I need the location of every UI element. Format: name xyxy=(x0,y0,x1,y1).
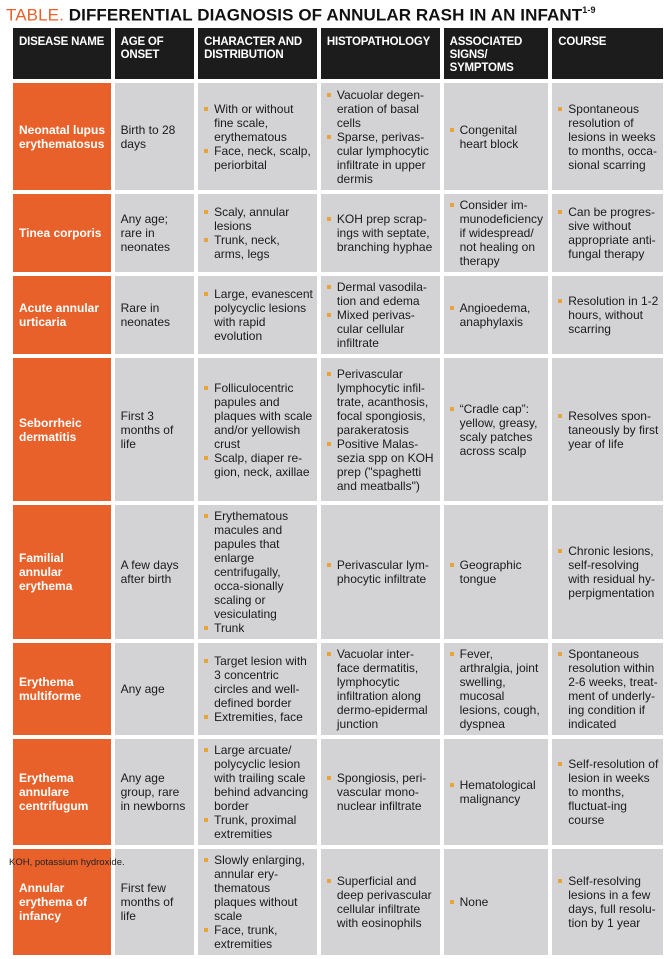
bullet-item: Can be progres-sive without appropriate anti-fungal therapy xyxy=(558,205,659,261)
age-of-onset-cell: First few months of life xyxy=(115,849,195,955)
bullet-list xyxy=(558,544,659,600)
associated-signs-cell xyxy=(444,194,549,272)
character-cell xyxy=(198,276,317,354)
bullet-list xyxy=(204,853,313,951)
disease-name-cell: Familial annular erythema xyxy=(13,505,111,639)
bullet-list xyxy=(204,381,313,479)
bullet-item: Face, neck, scalp, periorbital xyxy=(204,144,313,172)
bullet-list xyxy=(204,743,313,841)
bullet-list xyxy=(204,509,313,635)
bullet-item: Resolves spon-taneously by first year of life xyxy=(558,409,659,451)
character-cell xyxy=(198,643,317,735)
bullet-list xyxy=(558,874,659,930)
bullet-item: None xyxy=(450,895,545,909)
bullet-item: Trunk, neck, arms, legs xyxy=(204,233,313,261)
bullet-item: “Cradle cap”: yellow, greasy, scaly patches across scalp xyxy=(450,402,545,458)
histopathology-cell xyxy=(321,849,440,955)
age-of-onset-cell: Any age; rare in neonates xyxy=(115,194,195,272)
associated-signs-cell xyxy=(444,83,549,190)
header-disease-name: DISEASE NAME xyxy=(13,28,111,79)
bullet-item: Large arcuate/ polycyclic lesion with trailing scale behind advancing border xyxy=(204,743,313,813)
bullet-item: Superficial and deep perivascular cellular infiltrate with eosinophils xyxy=(327,874,436,930)
bullet-list xyxy=(327,558,436,586)
bullet-item: Scaly, annular lesions xyxy=(204,205,313,233)
bullet-list xyxy=(327,874,436,930)
disease-name-cell: Acute annular urticaria xyxy=(13,276,111,354)
disease-name-cell: Seborrheic dermatitis xyxy=(13,358,111,501)
disease-name-cell: Erythema multiforme xyxy=(13,643,111,735)
associated-signs-cell xyxy=(444,358,549,501)
header-associated-signs: ASSOCIATED SIGNS/ SYMPTOMS xyxy=(444,28,549,79)
bullet-list xyxy=(450,778,545,806)
header-course: COURSE xyxy=(552,28,663,79)
disease-name-cell: Neonatal lupus erythematosus xyxy=(13,83,111,190)
bullet-list xyxy=(204,287,313,343)
bullet-item: Scalp, diaper re-gion, neck, axillae xyxy=(204,451,313,479)
bullet-list xyxy=(327,367,436,493)
age-of-onset-cell: A few days after birth xyxy=(115,505,195,639)
table-label: TABLE. xyxy=(6,5,64,25)
course-cell xyxy=(552,194,663,272)
bullet-item: Mixed perivas-cular cellular infiltrate xyxy=(327,308,436,350)
course-cell xyxy=(552,849,663,955)
table-row xyxy=(13,505,663,639)
bullet-list xyxy=(204,205,313,261)
disease-name-cell: Annular erythema of infancy xyxy=(13,849,111,955)
table-heading: DIFFERENTIAL DIAGNOSIS OF ANNULAR RASH IN AN INFANT xyxy=(63,5,583,25)
age-of-onset-cell: Rare in neonates xyxy=(115,276,195,354)
footnote: KOH, potassium hydroxide. xyxy=(9,857,125,868)
bullet-item: Hematological malignancy xyxy=(450,778,545,806)
associated-signs-cell xyxy=(444,276,549,354)
bullet-item: Trunk, proximal extremities xyxy=(204,813,313,841)
bullet-item: Perivascular lym-phocytic infiltrate xyxy=(327,558,436,586)
table-row xyxy=(13,643,663,735)
bullet-item: Folliculocentric papules and plaques with scale and/or yellowish crust xyxy=(204,381,313,451)
bullet-list xyxy=(558,647,659,731)
bullet-list xyxy=(558,205,659,261)
bullet-item: Vacuolar inter-face dermatitis, lymphocytic infiltration along dermo-epidermal junction xyxy=(327,647,436,731)
age-of-onset-cell: First 3 months of life xyxy=(115,358,195,501)
histopathology-cell xyxy=(321,194,440,272)
disease-name-cell: Tinea corporis xyxy=(13,194,111,272)
bullet-item: Resolution in 1-2 hours, without scarring xyxy=(558,294,659,336)
bullet-item: Spontaneous resolution of lesions in weeks to months, occa-sional scarring xyxy=(558,102,659,172)
bullet-list xyxy=(450,198,545,268)
bullet-item: Vacuolar degen-eration of basal cells xyxy=(327,88,436,130)
bullet-list xyxy=(450,301,545,329)
age-of-onset-cell: Birth to 28 days xyxy=(115,83,195,190)
table-row xyxy=(13,83,663,190)
bullet-list xyxy=(327,771,436,813)
bullet-list xyxy=(204,102,313,172)
table-body xyxy=(13,83,663,955)
bullet-list xyxy=(327,88,436,186)
histopathology-cell xyxy=(321,643,440,735)
age-of-onset-cell: Any age group, rare in newborns xyxy=(115,739,195,845)
histopathology-cell xyxy=(321,739,440,845)
histopathology-cell xyxy=(321,276,440,354)
bullet-item: Angioedema, anaphylaxis xyxy=(450,301,545,329)
table-row xyxy=(13,739,663,845)
character-cell xyxy=(198,194,317,272)
bullet-list xyxy=(558,409,659,451)
bullet-item: Geographic tongue xyxy=(450,558,545,586)
course-cell xyxy=(552,276,663,354)
bullet-item: KOH prep scrap-ings with septate, branching hyphae xyxy=(327,212,436,254)
bullet-list xyxy=(327,280,436,350)
histopathology-cell xyxy=(321,358,440,501)
histopathology-cell xyxy=(321,83,440,190)
bullet-list xyxy=(327,212,436,254)
character-cell xyxy=(198,505,317,639)
course-cell xyxy=(552,643,663,735)
bullet-item: With or without fine scale, erythematous xyxy=(204,102,313,144)
header-character-distribution: CHARACTER AND DISTRIBUTION xyxy=(198,28,317,79)
bullet-list xyxy=(558,757,659,827)
bullet-list xyxy=(450,558,545,586)
bullet-item: Dermal vasodila-tion and edema xyxy=(327,280,436,308)
reference-superscript: 1-9 xyxy=(582,5,596,15)
bullet-item: Congenital heart block xyxy=(450,123,545,151)
differential-diagnosis-table xyxy=(9,24,667,959)
course-cell xyxy=(552,505,663,639)
bullet-item: Erythematous macules and papules that enlarge centrifugally, occa-sionally scaling or vesiculating xyxy=(204,509,313,621)
bullet-item: Consider im-munodeficiency if widespread/ not healing on therapy xyxy=(450,198,545,268)
header-age-of-onset: AGE OF ONSET xyxy=(115,28,195,79)
bullet-list xyxy=(204,654,313,724)
course-cell xyxy=(552,739,663,845)
bullet-list xyxy=(558,294,659,336)
character-cell xyxy=(198,83,317,190)
character-cell xyxy=(198,739,317,845)
age-of-onset-cell: Any age xyxy=(115,643,195,735)
course-cell xyxy=(552,83,663,190)
table-row xyxy=(13,276,663,354)
bullet-item: Slowly enlarging, annular ery-thematous plaques without scale xyxy=(204,853,313,923)
table-row xyxy=(13,194,663,272)
bullet-item: Self-resolving lesions in a few days, full resolu-tion by 1 year xyxy=(558,874,659,930)
bullet-item: Perivascular lymphocytic infil-trate, acanthosis, focal spongiosis, parakeratosis xyxy=(327,367,436,437)
bullet-item: Spongiosis, peri-vascular mono-nuclear infiltrate xyxy=(327,771,436,813)
bullet-item: Spontaneous resolution within 2-6 weeks, treat-ment of underly-ing condition if indicated xyxy=(558,647,659,731)
associated-signs-cell xyxy=(444,505,549,639)
course-cell xyxy=(552,358,663,501)
table-title xyxy=(6,0,596,25)
character-cell xyxy=(198,358,317,501)
bullet-item: Large, evanescent polycyclic lesions with rapid evolution xyxy=(204,287,313,343)
histopathology-cell xyxy=(321,505,440,639)
bullet-list xyxy=(450,895,545,909)
bullet-list xyxy=(450,647,545,731)
associated-signs-cell xyxy=(444,849,549,955)
bullet-list xyxy=(327,647,436,731)
bullet-list xyxy=(450,402,545,458)
bullet-item: Trunk xyxy=(204,621,313,635)
disease-name-cell: Erythema annulare centrifugum xyxy=(13,739,111,845)
bullet-item: Fever, arthralgia, joint swelling, mucosal lesions, cough, dyspnea xyxy=(450,647,545,731)
bullet-list xyxy=(558,102,659,172)
associated-signs-cell xyxy=(444,643,549,735)
header-histopathology: HISTOPATHOLOGY xyxy=(321,28,440,79)
bullet-item: Target lesion with 3 concentric circles and well-defined border xyxy=(204,654,313,710)
bullet-item: Face, trunk, extremities xyxy=(204,923,313,951)
bullet-list xyxy=(450,123,545,151)
bullet-item: Sparse, perivas-cular lymphocytic infiltrate in upper dermis xyxy=(327,130,436,186)
character-cell xyxy=(198,849,317,955)
bullet-item: Positive Malas-sezia spp on KOH prep ("spaghetti and meatballs") xyxy=(327,437,436,493)
bullet-item: Self-resolution of lesion in weeks to months, fluctuat-ing course xyxy=(558,757,659,827)
header-row xyxy=(13,28,663,79)
bullet-item: Extremities, face xyxy=(204,710,313,724)
associated-signs-cell xyxy=(444,739,549,845)
bullet-item: Chronic lesions, self-resolving with residual hy-perpigmentation xyxy=(558,544,659,600)
table-row xyxy=(13,358,663,501)
